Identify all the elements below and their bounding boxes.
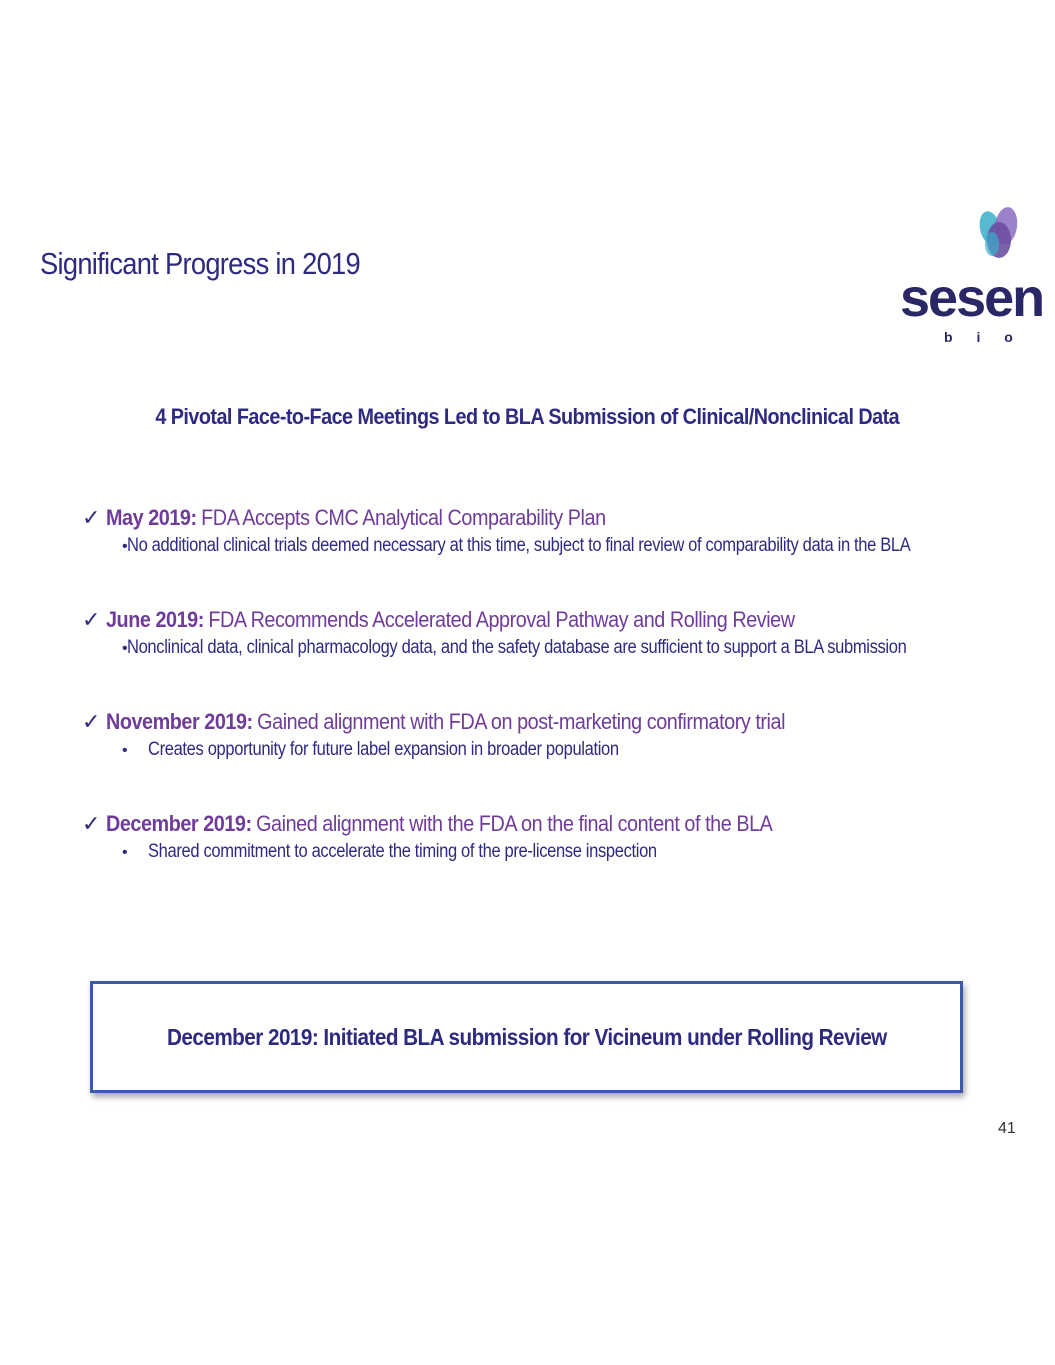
milestone-text: FDA Recommends Accelerated Approval Pathway and Rolling Review bbox=[208, 607, 795, 632]
milestone-bullet bbox=[122, 739, 1022, 761]
logo-word: sesen bbox=[900, 268, 1044, 328]
milestone-item-december bbox=[82, 811, 1022, 913]
milestone-date: December 2019: bbox=[106, 811, 252, 836]
bullet-icon: • bbox=[122, 538, 128, 555]
bullet-icon: • bbox=[122, 844, 128, 861]
milestone-heading bbox=[82, 505, 1022, 531]
milestone-item-june bbox=[82, 607, 1022, 709]
milestone-bullet bbox=[122, 637, 1022, 659]
bullet-icon: • bbox=[122, 742, 128, 759]
milestone-date: June 2019: bbox=[106, 607, 204, 632]
bullet-text: Shared commitment to accelerate the timing of the pre-license inspection bbox=[148, 841, 657, 862]
checkmark-icon: ✓ bbox=[82, 607, 100, 632]
callout-text: December 2019: Initiated BLA submission for Vicineum under Rolling Review bbox=[166, 1023, 887, 1050]
milestone-heading-text bbox=[106, 505, 606, 531]
logo-graphic bbox=[898, 200, 1048, 350]
milestone-item-may bbox=[82, 505, 1022, 607]
checkmark-icon: ✓ bbox=[82, 709, 100, 734]
bullet-text: Creates opportunity for future label expansion in broader population bbox=[148, 739, 619, 760]
milestone-date: May 2019: bbox=[106, 505, 197, 530]
callout-box bbox=[90, 981, 963, 1093]
bullet-text: No additional clinical trials deemed necessary at this time, subject to final review of comparability data in the BLA bbox=[127, 535, 911, 556]
bullet-icon: • bbox=[122, 640, 128, 657]
milestone-text: FDA Accepts CMC Analytical Comparability Plan bbox=[201, 505, 606, 530]
logo-sub: b i o bbox=[944, 329, 1023, 345]
subtitle-text: 4 Pivotal Face-to-Face Meetings Led to BLA Submission of Clinical/Nonclinical Data bbox=[155, 404, 900, 429]
page-number: 41 bbox=[998, 1120, 1016, 1137]
milestone-heading-text bbox=[106, 709, 785, 735]
checkmark-icon: ✓ bbox=[82, 505, 100, 530]
milestone-heading bbox=[82, 709, 1022, 735]
milestone-heading-text bbox=[106, 811, 772, 837]
milestone-heading bbox=[82, 607, 1022, 633]
milestone-bullet bbox=[122, 535, 1022, 557]
milestone-item-november bbox=[82, 709, 1022, 811]
bullet-text: Nonclinical data, clinical pharmacology data, and the safety database are sufficient to support a BLA submission bbox=[127, 637, 907, 658]
milestone-list bbox=[82, 505, 1022, 913]
milestone-text: Gained alignment with the FDA on the final content of the BLA bbox=[256, 811, 773, 836]
slide-subtitle bbox=[0, 404, 1055, 430]
slide-title: Significant Progress in 2019 bbox=[40, 246, 360, 281]
milestone-heading-text bbox=[106, 607, 795, 633]
checkmark-icon: ✓ bbox=[82, 811, 100, 836]
sesen-bio-logo bbox=[898, 200, 1048, 350]
milestone-bullet bbox=[122, 841, 1022, 863]
milestone-text: Gained alignment with FDA on post-marketing confirmatory trial bbox=[257, 709, 786, 734]
milestone-date: November 2019: bbox=[106, 709, 253, 734]
milestone-heading bbox=[82, 811, 1022, 837]
